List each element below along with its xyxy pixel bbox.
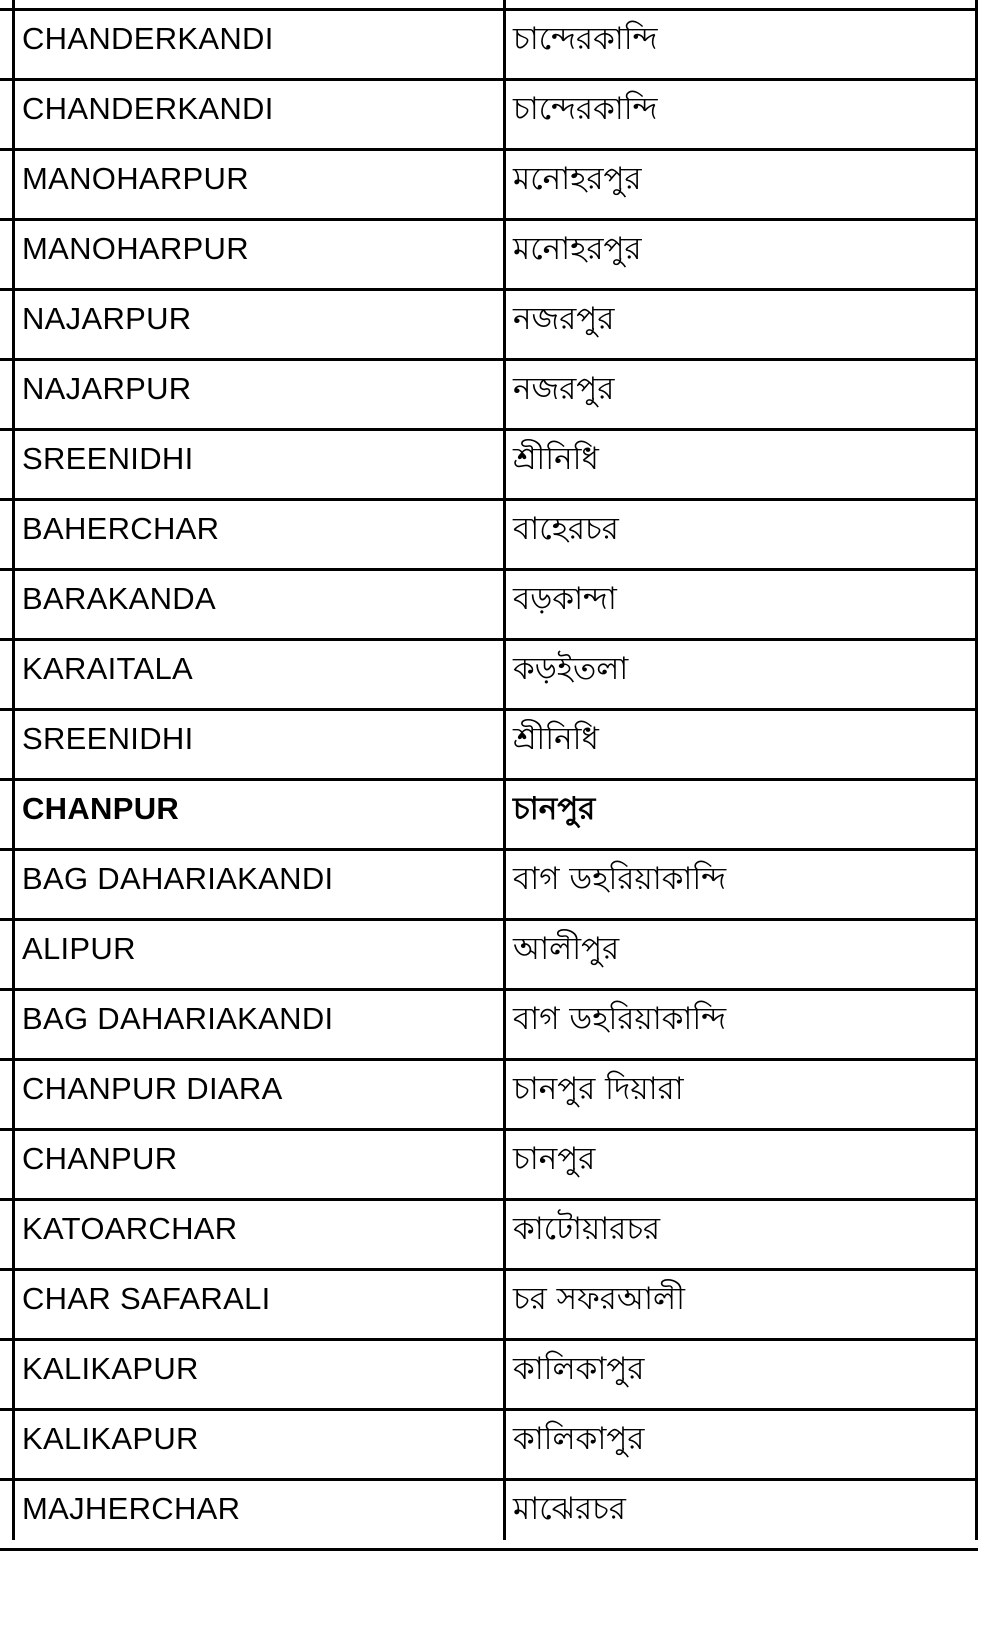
english-name-cell: KARAITALA: [22, 651, 193, 686]
bengali-name-cell: বাগ ডহরিয়াকান্দি: [513, 1001, 727, 1037]
bengali-name-cell: কাটোয়ারচর: [513, 1211, 661, 1247]
bengali-name-cell: নজরপুর: [513, 301, 615, 337]
english-name-cell: ALIPUR: [22, 931, 136, 966]
table-row: [0, 848, 978, 918]
bengali-name-cell: বড়কান্দা: [513, 581, 617, 617]
bengali-name-cell: চান্দেরকান্দি: [513, 21, 658, 57]
english-name-cell: KALIKAPUR: [22, 1421, 199, 1456]
bengali-name-cell: আলীপুর: [513, 931, 620, 967]
table-row: [0, 1128, 978, 1198]
table-row: [0, 568, 978, 638]
table-row: [0, 1478, 978, 1551]
bengali-name-cell: মনোহরপুর: [513, 161, 642, 197]
english-name-cell: CHANDERKANDI: [22, 21, 274, 56]
english-name-cell: BAG DAHARIAKANDI: [22, 861, 334, 896]
english-name-cell: NAJARPUR: [22, 371, 192, 406]
bengali-name-cell: শ্রীনিধি: [513, 441, 599, 477]
table-row: [0, 1058, 978, 1128]
bengali-name-cell: কালিকাপুর: [513, 1351, 645, 1387]
english-name-cell: BARAKANDA: [22, 581, 216, 616]
table-row: [0, 638, 978, 708]
english-name-cell: MANOHARPUR: [22, 231, 249, 266]
table-row: [0, 8, 978, 78]
bengali-name-cell: চানপুর দিয়ারা: [513, 1071, 684, 1107]
english-name-cell: MANOHARPUR: [22, 161, 249, 196]
table-row: [0, 358, 978, 428]
table-body: [0, 8, 993, 1551]
english-name-cell: SREENIDHI: [22, 441, 194, 476]
bengali-name-cell: মাঝেরচর: [513, 1491, 626, 1527]
table-row: [0, 428, 978, 498]
table-row: [0, 1408, 978, 1478]
english-name-cell: CHANPUR DIARA: [22, 1071, 283, 1106]
table-row: [0, 1198, 978, 1268]
english-name-cell: KATOARCHAR: [22, 1211, 238, 1246]
english-name-cell: CHANDERKANDI: [22, 91, 274, 126]
table-row: [0, 778, 978, 848]
table-row: [0, 148, 978, 218]
english-name-cell: MAJHERCHAR: [22, 1491, 241, 1526]
table-row: [0, 218, 978, 288]
bengali-name-cell: কালিকাপুর: [513, 1421, 645, 1457]
table-row: [0, 78, 978, 148]
table-row: [0, 498, 978, 568]
bengali-name-cell: বাহেরচর: [513, 511, 619, 547]
bengali-name-cell: শ্রীনিধি: [513, 721, 599, 757]
bengali-name-cell: চানপুর: [513, 1141, 596, 1177]
table-row: [0, 918, 978, 988]
bengali-name-cell: চানপুর: [513, 791, 596, 827]
table-row: [0, 1338, 978, 1408]
table-row: [0, 988, 978, 1058]
english-name-cell: CHAR SAFARALI: [22, 1281, 271, 1316]
table-row: [0, 708, 978, 778]
english-name-cell: SREENIDHI: [22, 721, 194, 756]
table-row: [0, 288, 978, 358]
bengali-name-cell: চর সফরআলী: [513, 1281, 685, 1317]
english-name-cell: BAG DAHARIAKANDI: [22, 1001, 334, 1036]
english-name-cell: CHANPUR: [22, 1141, 178, 1176]
table-row: [0, 1268, 978, 1338]
bengali-name-cell: নজরপুর: [513, 371, 615, 407]
bengali-name-cell: চান্দেরকান্দি: [513, 91, 658, 127]
english-name-cell: NAJARPUR: [22, 301, 192, 336]
english-name-cell: KALIKAPUR: [22, 1351, 199, 1386]
english-name-cell: CHANPUR: [22, 791, 180, 826]
english-name-cell: BAHERCHAR: [22, 511, 220, 546]
bengali-name-cell: কড়ইতলা: [513, 651, 629, 687]
bengali-name-cell: বাগ ডহরিয়াকান্দি: [513, 861, 727, 897]
bengali-name-cell: মনোহরপুর: [513, 231, 642, 267]
